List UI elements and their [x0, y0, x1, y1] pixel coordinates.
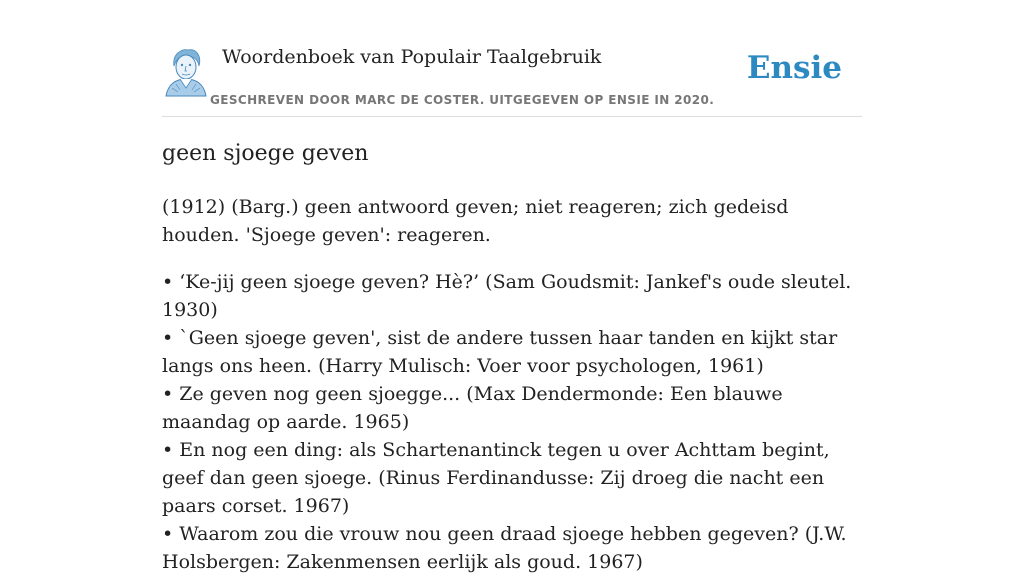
- site-title[interactable]: Woordenboek van Populair Taalgebruik: [222, 46, 602, 68]
- quote-item: • Ze geven nog geen sjoegge... (Max Dendermonde: Een blauwe maandag op aarde. 1965): [162, 383, 783, 433]
- quote-item: • En nog een ding: als Schartenantinck tegen u over Achttam begint, geef dan geen sjoege. (Rinus Ferdinandusse: Zij droeg die nacht een paars corset. 1967): [162, 439, 830, 517]
- byline: GESCHREVEN DOOR MARC DE COSTER. UITGEGEVEN OP ENSIE IN 2020.: [210, 93, 715, 107]
- site-header: [162, 40, 862, 117]
- quote-list: [162, 268, 862, 576]
- author-portrait-icon: [164, 46, 208, 96]
- quote-item: • ‘Ke-jij geen sjoege geven? Hè?’ (Sam Goudsmit: Jankef's oude sleutel. 1930): [162, 271, 852, 321]
- entry-title: geen sjoege geven: [162, 141, 369, 166]
- brand-logo[interactable]: Ensie: [746, 50, 842, 86]
- quote-item: • `Geen sjoege geven', sist de andere tussen haar tanden en kijkt star langs ons heen. (Harry Mulisch: Voer voor psychologen, 1961): [162, 327, 838, 377]
- entry-content: [162, 137, 862, 576]
- quote-item: • Waarom zou die vrouw nou geen draad sjoege hebben gegeven? (J.W. Holsbergen: Zakenmensen eerlijk als goud. 1967): [162, 523, 847, 573]
- entry-definition: (1912) (Barg.) geen antwoord geven; niet reageren; zich gedeisd houden. 'Sjoege geven': reageren.: [162, 196, 789, 246]
